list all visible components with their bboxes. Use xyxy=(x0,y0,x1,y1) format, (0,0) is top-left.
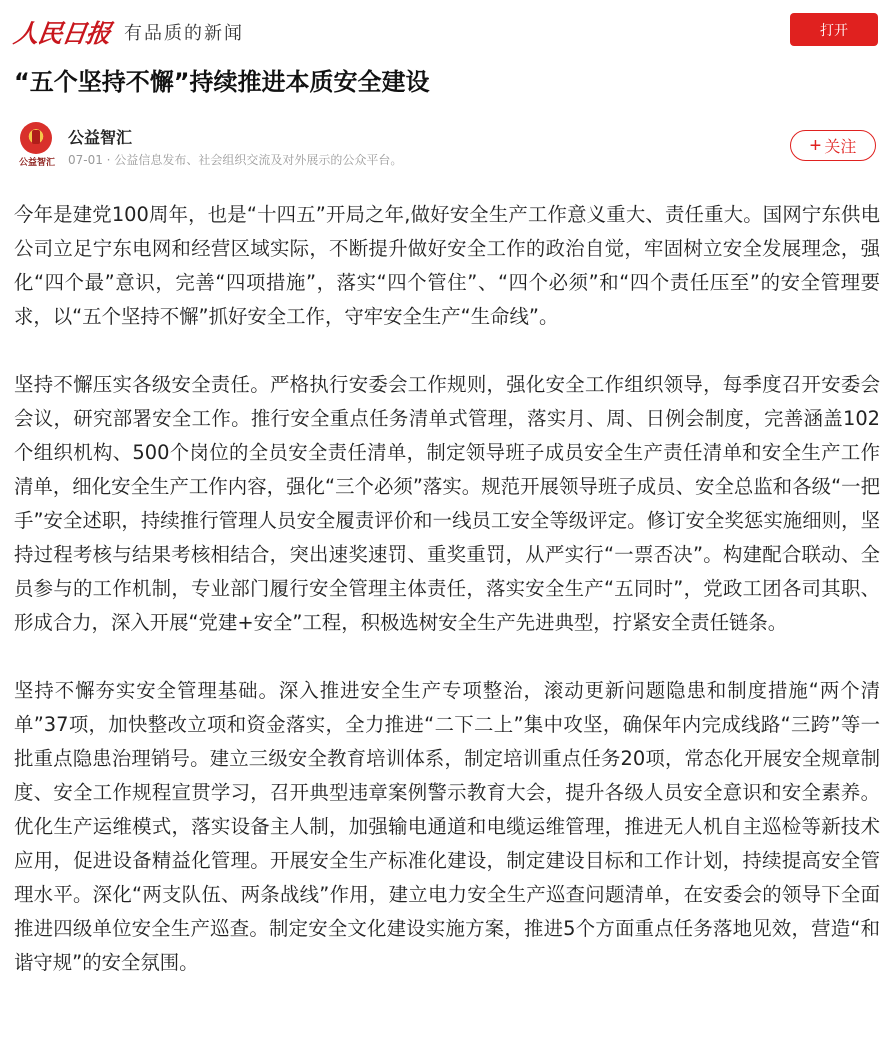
avatar-emblem-icon xyxy=(20,122,52,154)
follow-button[interactable] xyxy=(790,130,876,161)
author-name[interactable]: 公益智汇 xyxy=(68,128,133,147)
paragraph: 坚持不懈夯实安全管理基础。深入推进安全生产专项整治，滚动更新问题隐患和制度措施“两个清单”37项，加快整改立项和资金落实，全力推进“二下二上”集中攻坚，确保年内完成线路“三跨”等一批重点隐患治理销号。建立三级安全教育培训体系，制定培训重点任务20项，常态化开展安全规章制度、安全工作规程宣贯学习，召开典型违章案例警示教育大会，提升各级人员安全意识和安全素养。优化生产运维模式，落实设备主人制，加强输电通道和电缆运维管理，推进无人机自主巡检等新技术应用，促进设备精益化管理。开展安全生产标准化建设，制定建设目标和工作计划，持续提高安全管理水平。深化“两支队伍、两条战线”作用，建立电力安全生产巡查问题清单，在安委会的领导下全面推进四级单位安全生产巡查。制定安全文化建设实施方案，推进5个方面重点任务落地见效，营造“和谐守规”的安全氛围。 xyxy=(14,679,880,974)
logo[interactable] xyxy=(11,14,245,50)
author-bar xyxy=(14,120,880,170)
follow-label: 关注 xyxy=(824,139,857,156)
avatar-label: 公益智汇 xyxy=(18,158,55,168)
logo-slogan: 有品质的新闻 xyxy=(124,23,245,44)
article-title: “五个坚持不懈”持续推进本质安全建设 xyxy=(14,68,430,96)
article-body xyxy=(14,198,880,980)
plus-icon: + xyxy=(809,134,822,157)
top-bar xyxy=(0,0,890,60)
paragraph: 坚持不懈压实各级安全责任。严格执行安委会工作规则，强化安全工作组织领导，每季度召开安委会会议，研究部署安全工作。推行安全重点任务清单式管理，落实月、周、日例会制度，完善涵盖102个组织机构、500个岗位的全员安全责任清单，制定领导班子成员安全生产责任清单和安全生产工作清单，细化安全生产工作内容，强化“三个必须”落实。规范开展领导班子成员、安全总监和各级“一把手”安全述职，持续推行管理人员安全履责评价和一线员工安全等级评定。修订安全奖惩实施细则，坚持过程考核与结果考核相结合，突出速奖速罚、重奖重罚，从严实行“一票否决”。构建配合联动、全员参与的工作机制，专业部门履行安全管理主体责任，落实安全生产“五同时”，党政工团各司其职、形成合力，深入开展“党建+安全”工程，积极选树安全生产先进典型，拧紧安全责任链条。 xyxy=(14,373,880,634)
avatar[interactable] xyxy=(14,122,58,168)
author-meta: 07-01 · 公益信息发布、社会组织交流及对外展示的公众平台。 xyxy=(68,153,403,167)
paragraph: 今年是建党100周年，也是“十四五”开局之年,做好安全生产工作意义重大、责任重大。国网宁东供电公司立足宁东电网和经营区域实际，不断提升做好安全工作的政治自觉，牢固树立安全发展理念，强化“四个最”意识，完善“四项措施”，落实“四个管住”、“四个必须”和“四个责任压至”的安全管理要求，以“五个坚持不懈”抓好安全工作，守牢安全生产“生命线”。 xyxy=(14,203,880,328)
open-app-button[interactable]: 打开 xyxy=(790,13,878,46)
logo-mark: 人民日报 xyxy=(11,19,112,48)
